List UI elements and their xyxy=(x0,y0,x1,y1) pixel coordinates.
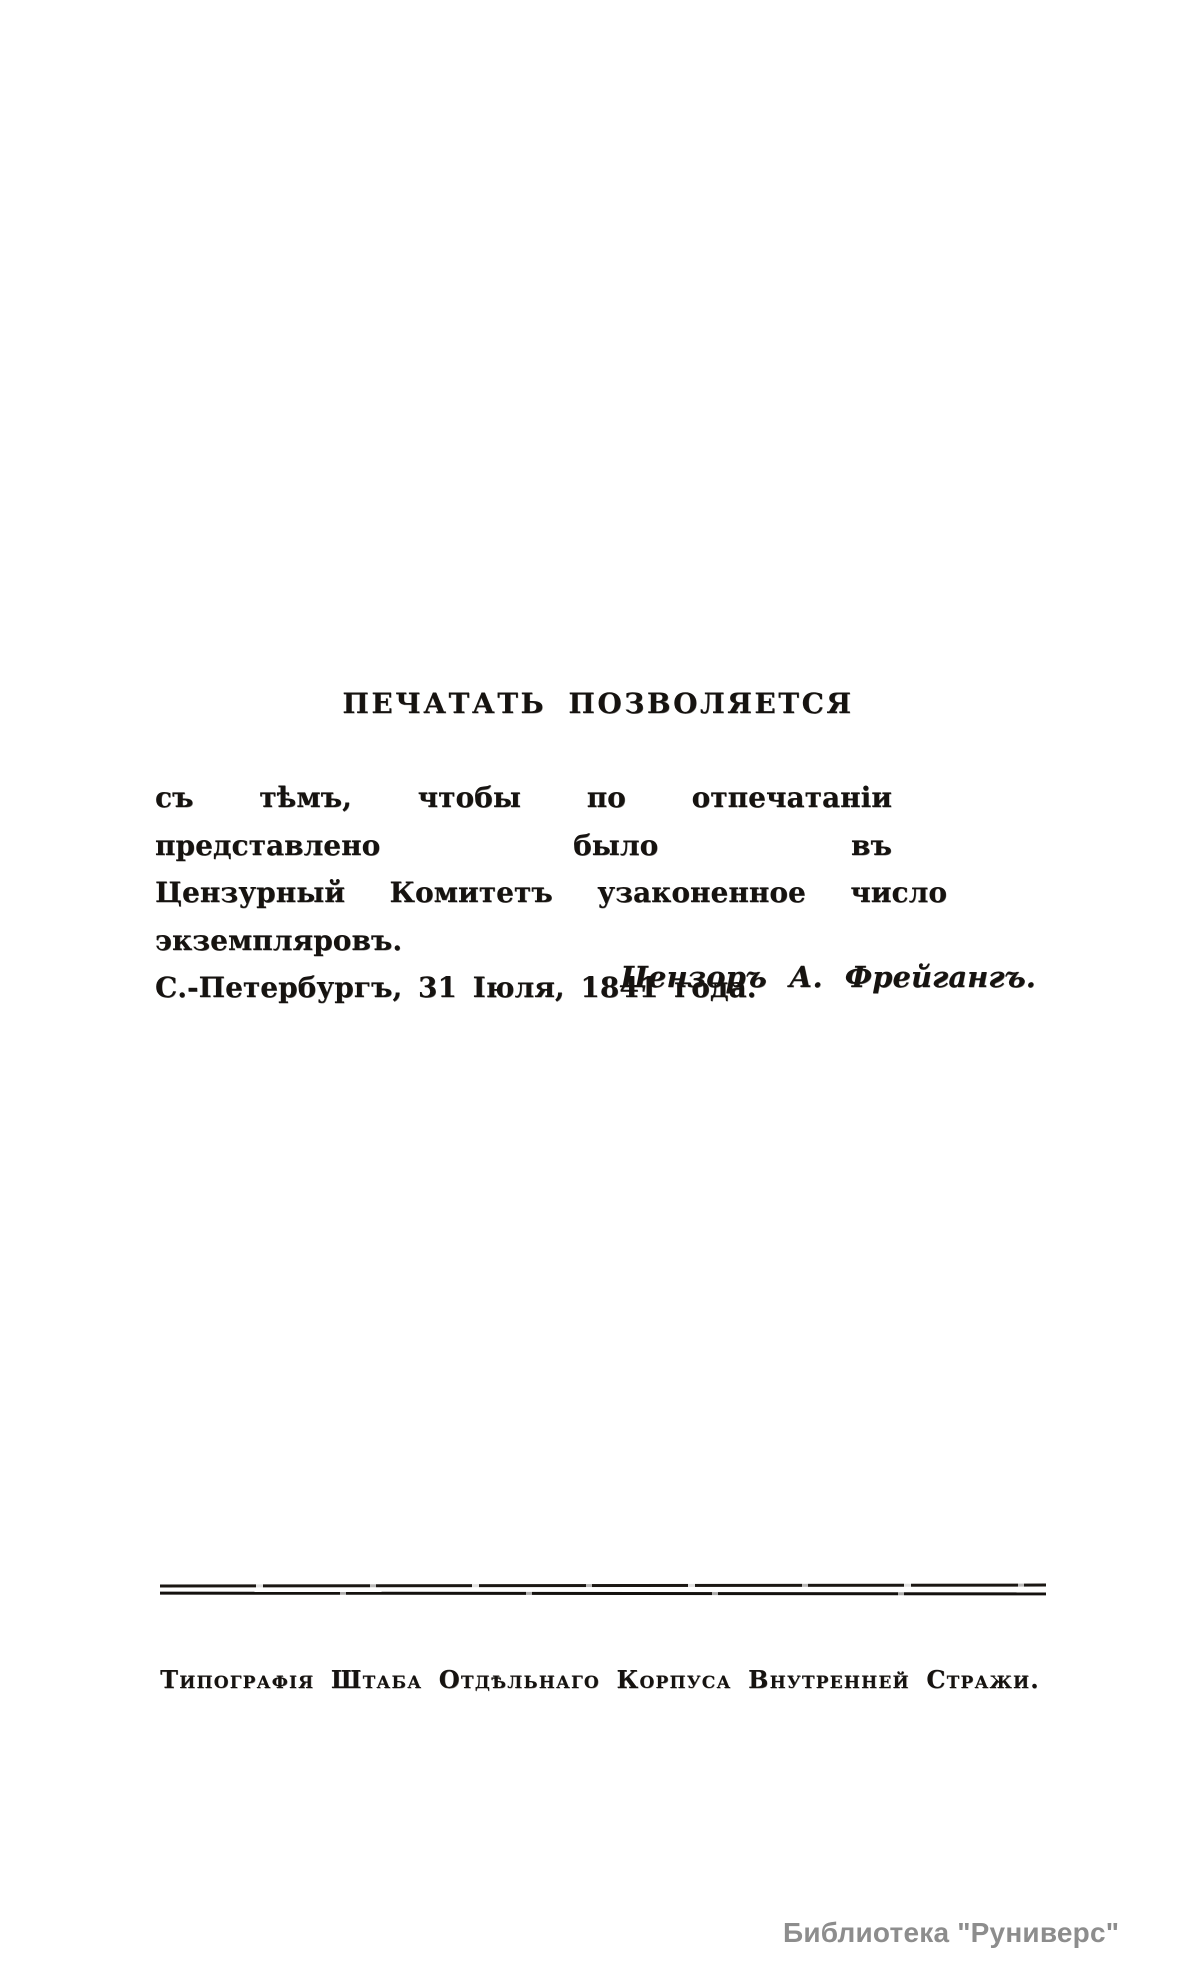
paragraph-line: Цензурный Комитетъ узаконенное число экземпляровъ. xyxy=(155,876,947,957)
printer-rule-top-line xyxy=(160,1584,1046,1588)
printer-rule-bottom-line xyxy=(160,1592,1046,1596)
paragraph-line-date-place: С.-Петербургъ, 31 Іюля, 1841 года. xyxy=(155,971,757,1004)
printing-house-imprint: Типографія Штаба Отдѣльнаго Корпуса Внутренней Стражи. xyxy=(160,1665,1040,1694)
censor-permission-heading: ПЕЧАТАТЬ ПОЗВОЛЯЕТСЯ xyxy=(342,687,854,720)
paragraph-line: съ тѣмъ, чтобы по отпечатаніи представлено было въ xyxy=(155,781,892,862)
censor-signature: Цензоръ А. Фрейгангъ. xyxy=(620,960,1036,994)
library-watermark: Библиотека "Руниверс" xyxy=(783,1917,1120,1948)
